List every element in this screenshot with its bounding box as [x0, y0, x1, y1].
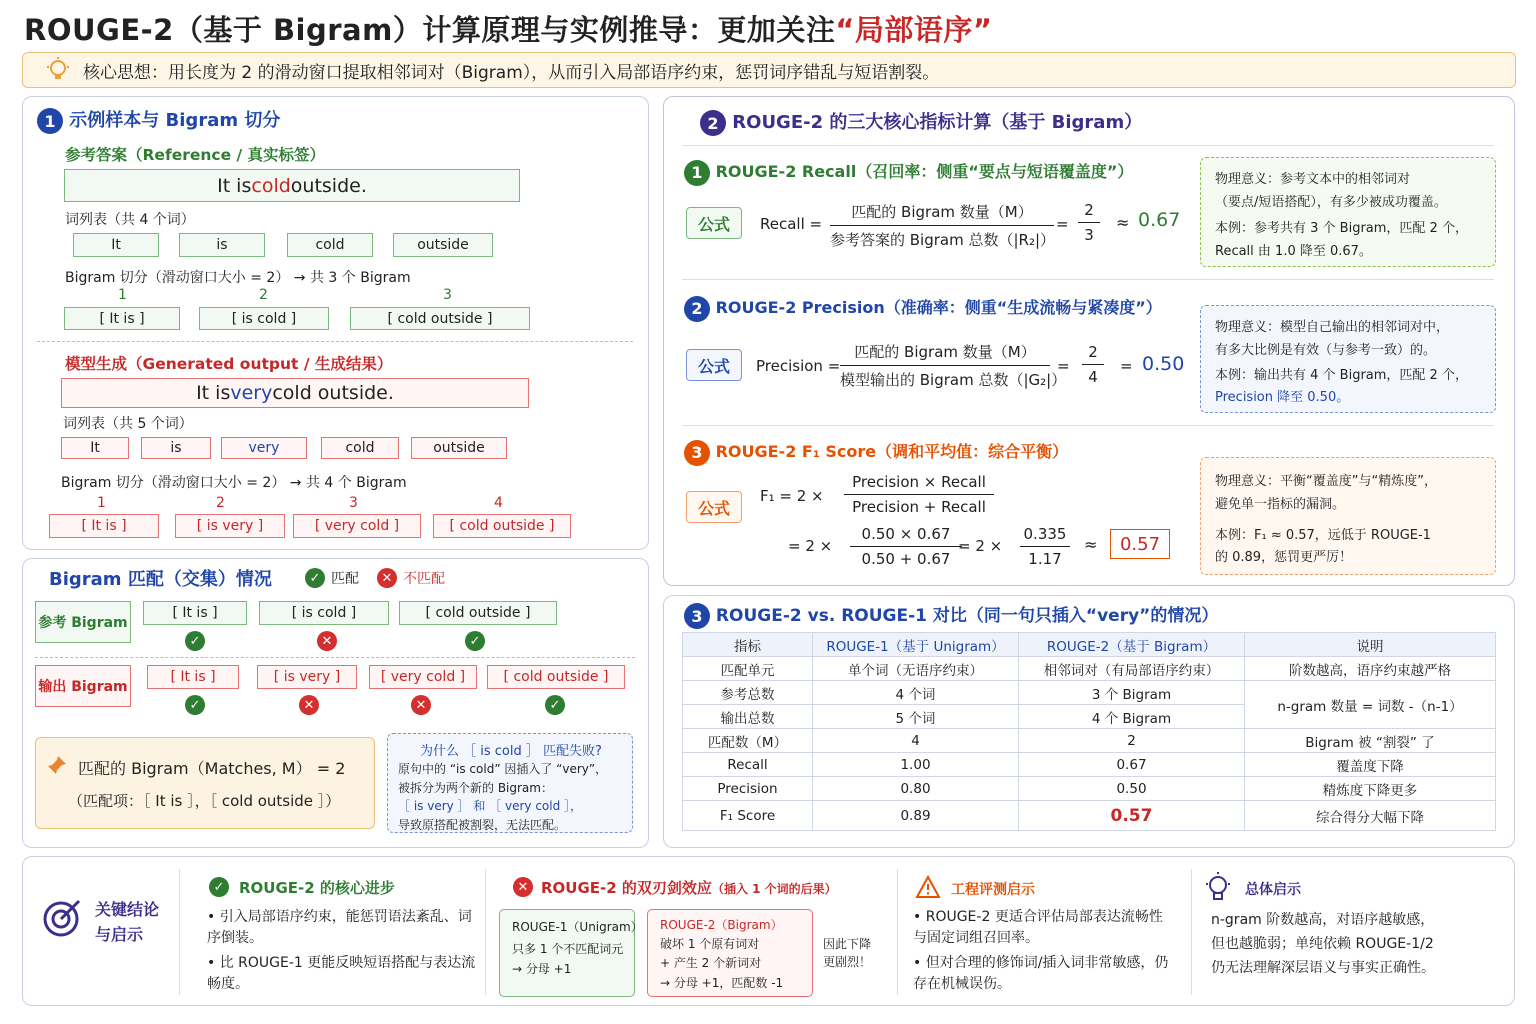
check-icon: ✓ — [185, 631, 205, 651]
out-bigram-row-label: 输出 Bigram — [35, 665, 131, 707]
eq: = 2 × — [788, 537, 833, 555]
f1-calc-fraction: 0.335 1.17 — [1020, 525, 1070, 568]
f1-fraction: Precision × Recall Precision + Recall — [844, 473, 994, 516]
pin-icon — [46, 754, 68, 776]
c3-item: • ROUGE-2 更适合评估局部表达流畅性与固定词组召回率。 — [913, 909, 1163, 946]
recall-value-fraction: 2 3 — [1078, 201, 1100, 244]
key-conclusion-title: 关键结论与启示 — [95, 900, 160, 944]
c4-line: 仍无法理解深层语义与事实正确性。 — [1211, 960, 1435, 976]
table-row: 匹配单元 单个词（无语序约束） 相邻词对（有局部语序约束） 阶数越高，语序约束越严格 — [683, 657, 1496, 681]
ref-word: outside — [393, 233, 493, 257]
eq: = 2 × — [958, 537, 1003, 555]
note-line: 本例：F₁ ≈ 0.57，远低于 ROUGE-1 — [1215, 528, 1431, 543]
generated-sentence: It is very cold outside. — [61, 378, 529, 408]
legend-match: 匹配 — [331, 571, 359, 587]
approx: ≈ — [1084, 535, 1098, 554]
check-icon: ✓ — [545, 695, 565, 715]
gen-bigram-index: 1 — [97, 495, 106, 511]
cross-icon: ✕ — [513, 877, 533, 897]
note-line: Precision 降至 0.50。 — [1215, 390, 1350, 405]
match-ref-bigram: [ It is ] — [143, 601, 247, 625]
gen-bigram: [ cold outside ] — [433, 514, 571, 538]
table-row: 输出总数 5 个词 4 个 Bigram — [683, 705, 1496, 729]
match-title: Bigram 匹配（交集）情况 — [49, 569, 272, 590]
recall-title: 1 ROUGE-2 Recall（召回率：侧重“要点与短语覆盖度”） — [684, 159, 1133, 186]
recall-lhs: Recall = — [760, 215, 823, 233]
note-line: 物理意义：模型自己输出的相邻词对中， — [1215, 320, 1450, 335]
match-out-bigram: [ It is ] — [147, 665, 239, 689]
why-line: ［ is very ］ 和 ［ very cold ］， — [398, 799, 583, 813]
ref-word: It — [73, 233, 159, 257]
ref-word: is — [179, 233, 265, 257]
footer-conclusions — [22, 856, 1515, 1006]
gen-word: very — [221, 437, 307, 459]
match-out-bigram: [ cold outside ] — [487, 665, 625, 689]
section-metrics — [663, 96, 1515, 586]
precision-note — [1200, 305, 1496, 413]
generated-heading: 模型生成（Generated output / 生成结果） — [65, 355, 393, 373]
table-row: 匹配数（M） 4 2 Bigram 被 “割裂” 了 — [683, 729, 1496, 753]
eq: = — [1057, 357, 1070, 375]
target-icon — [41, 897, 83, 939]
note-line: （要点/短语搭配），有多少被成功覆盖。 — [1215, 195, 1447, 210]
c2-unigram-box: ROUGE-1（Unigram） 只多 1 个不匹配词元 → 分母 +1 — [499, 909, 635, 997]
legend-nomatch: 不匹配 — [403, 571, 445, 587]
core-idea-banner — [22, 52, 1516, 88]
warning-icon — [915, 875, 941, 899]
section-comparison — [663, 595, 1515, 848]
why-title: 为什么 ［ is cold ］ 匹配失败? — [420, 744, 602, 759]
formula-tag: 公式 — [686, 349, 742, 381]
c4-line: n-gram 阶数越高，对语序越敏感， — [1211, 912, 1435, 928]
gen-bigram-split-label: Bigram 切分（滑动窗口大小 = 2） → 共 4 个 Bigram — [61, 475, 407, 491]
why-fail-note — [387, 733, 633, 833]
table-header: 指标 — [683, 633, 813, 657]
ref-wordlist-label: 词列表（共 4 个词） — [65, 212, 195, 228]
precision-title: 2 ROUGE-2 Precision（准确率：侧重“生成流畅与紧凑度”） — [684, 295, 1162, 322]
check-icon: ✓ — [465, 631, 485, 651]
gen-bigram-index: 2 — [216, 495, 225, 511]
match-items: （匹配项：［ It is ］，［ cold outside ］） — [68, 792, 341, 810]
c1-item: • 引入局部语序约束，能惩罚语法紊乱、词序倒装。 — [207, 909, 472, 946]
section-samples — [22, 96, 649, 550]
precision-value: 0.50 — [1142, 353, 1185, 375]
table-row: 参考总数 4 个词 3 个 Bigram n-gram 数量 = 词数 -（n-1） — [683, 681, 1496, 705]
check-icon: ✓ — [305, 568, 325, 588]
c2-side: 因此下降 — [823, 937, 872, 951]
gen-bigram-index: 3 — [349, 495, 358, 511]
formula-tag: 公式 — [686, 207, 742, 239]
f1-lhs: F₁ = 2 × — [760, 487, 824, 505]
why-line: 被拆分为两个新的 Bigram： — [398, 781, 553, 795]
match-ref-bigram: [ cold outside ] — [399, 601, 557, 625]
ref-bigram: [ It is ] — [64, 307, 180, 330]
note-line: Recall 由 1.0 降至 0.67。 — [1215, 244, 1372, 259]
cross-icon: ✕ — [317, 631, 337, 651]
table-row: Recall 1.00 0.67 覆盖度下降 — [683, 753, 1496, 777]
note-line: 物理意义：参考文本中的相邻词对 — [1215, 172, 1411, 187]
ref-bigram-row-label: 参考 Bigram — [35, 601, 131, 643]
match-out-bigram: [ is very ] — [257, 665, 357, 689]
formula-tag: 公式 — [686, 491, 742, 523]
precision-value-fraction: 2 4 — [1082, 343, 1104, 386]
cross-icon: ✕ — [377, 568, 397, 588]
c2-bigram-box: ROUGE-2（Bigram） 破坏 1 个原有词对 + 产生 2 个新词对 → 分母 +1，匹配数 -1 — [647, 909, 813, 997]
cross-icon: ✕ — [411, 695, 431, 715]
gen-word: It — [61, 437, 129, 459]
eq: = — [1056, 215, 1069, 233]
ref-bigram-index: 1 — [118, 287, 127, 303]
comparison-table — [682, 632, 1496, 831]
c3-title: 工程评测启示 — [951, 882, 1035, 898]
ref-bigram-index: 2 — [259, 287, 268, 303]
note-line: 物理意义：平衡“覆盖度”与“精炼度”， — [1215, 474, 1437, 489]
match-count: 匹配的 Bigram（Matches, M） = 2 — [78, 759, 346, 778]
table-row: Precision 0.80 0.50 精炼度下降更多 — [683, 777, 1496, 801]
section3-title: 3 ROUGE-2 vs. ROUGE-1 对比（同一句只插入“very”的情况） — [684, 601, 1218, 629]
reference-sentence: It is cold outside. — [64, 169, 520, 202]
section-bigram-match — [22, 558, 649, 848]
banner-text: 核心思想：用长度为 2 的滑动窗口提取相邻词对（Bigram），从而引入局部语序约束，惩罚词序错乱与短语割裂。 — [83, 62, 940, 83]
ref-word: cold — [287, 233, 373, 257]
gen-word: outside — [411, 437, 507, 459]
gen-bigram: [ very cold ] — [293, 514, 421, 538]
match-ref-bigram: [ is cold ] — [259, 601, 389, 625]
approx: ≈ — [1116, 213, 1130, 232]
ref-bigram: [ is cold ] — [199, 307, 329, 330]
eq: = — [1120, 357, 1133, 375]
gen-bigram-index: 4 — [494, 495, 503, 511]
note-line: 的 0.89，惩罚更严厉！ — [1215, 550, 1353, 565]
c3-item: • 但对合理的修饰词/插入词非常敏感，仍存在机械误伤。 — [913, 955, 1169, 992]
section1-title: 1 示例样本与 Bigram 切分 — [37, 106, 280, 134]
ref-bigram-split-label: Bigram 切分（滑动窗口大小 = 2） → 共 3 个 Bigram — [65, 270, 411, 286]
c4-line: 但也越脆弱；单纯依赖 ROUGE-1/2 — [1211, 936, 1434, 952]
table-header: ROUGE-1（基于 Unigram） — [813, 633, 1019, 657]
ref-bigram: [ cold outside ] — [350, 307, 530, 330]
recall-value: 0.67 — [1138, 209, 1181, 231]
note-line: 本例：输出共有 4 个 Bigram，匹配 2 个， — [1215, 368, 1468, 383]
check-icon: ✓ — [209, 877, 229, 897]
note-line: 避免单一指标的漏洞。 — [1215, 497, 1346, 512]
cross-icon: ✕ — [299, 695, 319, 715]
lightbulb-icon — [45, 57, 71, 83]
gen-wordlist-label: 词列表（共 5 个词） — [63, 416, 193, 432]
recall-fraction: 匹配的 Bigram 数量（M） 参考答案的 Bigram 总数（|R₂|） — [830, 203, 1056, 249]
precision-fraction: 匹配的 Bigram 数量（M） 模型输出的 Bigram 总数（|G₂|） — [840, 343, 1067, 389]
gen-word: cold — [321, 437, 399, 459]
c2-side: 更剧烈！ — [823, 955, 872, 969]
ref-bigram-index: 3 — [443, 287, 452, 303]
section2-title: 2 ROUGE-2 的三大核心指标计算（基于 Bigram） — [700, 108, 1142, 136]
c1-item: • 比 ROUGE-1 更能反映短语搭配与表达流畅度。 — [207, 955, 476, 992]
f1-title: 3 ROUGE-2 F₁ Score（调和平均值：综合平衡） — [684, 439, 1068, 466]
match-result-box — [35, 737, 375, 829]
c1-title: ROUGE-2 的核心进步 — [239, 879, 395, 897]
f1-subst-fraction: 0.50 × 0.67 0.50 + 0.67 — [850, 525, 962, 568]
lightbulb-icon — [1203, 871, 1233, 905]
f1-value: 0.57 — [1110, 529, 1170, 559]
c2-title: ROUGE-2 的双刃剑效应（插入 1 个词的后果） — [541, 879, 837, 897]
f1-note — [1200, 457, 1496, 575]
table-header: ROUGE-2（基于 Bigram） — [1019, 633, 1245, 657]
gen-bigram: [ is very ] — [175, 514, 285, 538]
note-line: 有多大比例是有效（与参考一致）的。 — [1215, 343, 1437, 358]
page-title: ROUGE-2（基于 Bigram）计算原理与实例推导：更加关注“局部语序” — [24, 13, 993, 47]
table-row: F₁ Score 0.89 0.57 综合得分大幅下降 — [683, 801, 1496, 831]
reference-heading: 参考答案（Reference / 真实标签） — [65, 146, 326, 164]
note-line: 本例：参考共有 3 个 Bigram，匹配 2 个， — [1215, 221, 1468, 236]
gen-word: is — [141, 437, 211, 459]
c4-title: 总体启示 — [1245, 882, 1301, 898]
table-header: 说明 — [1245, 633, 1496, 657]
why-line: 原句中的 “is cold” 因插入了 “very”， — [398, 762, 608, 776]
gen-bigram: [ It is ] — [49, 514, 159, 538]
precision-lhs: Precision = — [756, 357, 841, 375]
check-icon: ✓ — [185, 695, 205, 715]
match-out-bigram: [ very cold ] — [369, 665, 477, 689]
recall-note — [1200, 157, 1496, 267]
why-line: 导致原搭配被割裂，无法匹配。 — [398, 818, 567, 832]
